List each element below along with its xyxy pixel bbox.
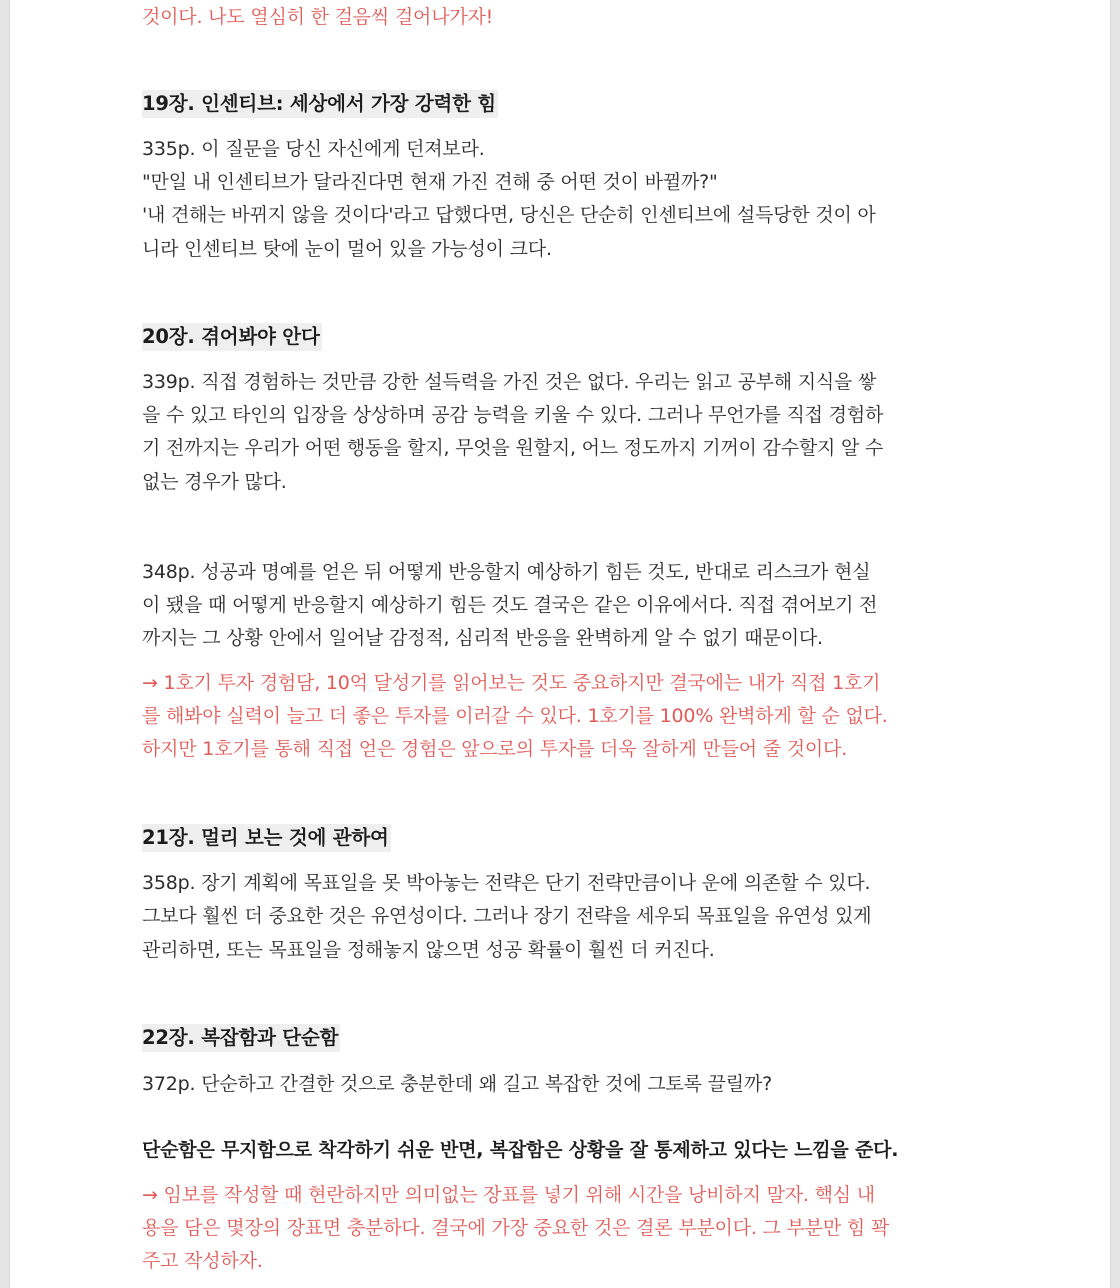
ch20-quote1-line: 기 전까지는 우리가 어떤 행동을 할지, 무엇을 원할지, 어느 정도까지 기꺼이 감수할지 알 수 — [142, 437, 884, 459]
ch22-note-line: → 임보를 작성할 때 현란하지만 의미없는 장표를 넣기 위해 시간을 낭비하지 말자. 핵심 내 — [142, 1184, 875, 1206]
ch20-quote1-line: 없는 경우가 많다. — [142, 471, 287, 493]
chapter-21-heading: 21장. 멀리 보는 것에 관하여 — [142, 827, 391, 849]
ch20-quote2-line: 이 됐을 때 어떻게 반응할지 예상하기 힘든 것도 결국은 같은 이유에서다. 직접 겪어보기 전 — [142, 594, 878, 616]
ch21-quote-line: 358p. 장기 계획에 목표일을 못 박아놓는 전략은 단기 전략만큼이나 운에 의존할 수 있다. — [142, 872, 871, 894]
chapter-19-heading: 19장. 인센티브: 세상에서 가장 강력한 힘 — [142, 93, 498, 115]
ch21-quote-line: 관리하면, 또는 목표일을 정해놓지 않으면 성공 확률이 훨씬 더 커진다. — [142, 939, 715, 961]
ch22-note-line: 용을 담은 몇장의 장표면 충분하다. 결국에 가장 중요한 것은 결론 부분이다. 그 부분만 힘 꽉 — [142, 1217, 889, 1239]
ch20-note-line: 하지만 1호기를 통해 직접 얻은 경험은 앞으로의 투자를 더욱 잘하게 만들어 줄 것이다. — [142, 738, 848, 760]
intro-note-line: 것이다. 나도 열심히 한 걸음씩 걸어나가자! — [142, 6, 494, 28]
ch22-note-line: 주고 작성하자. — [142, 1250, 263, 1272]
ch20-note-line: 를 해봐야 실력이 늘고 더 좋은 투자를 이러갈 수 있다. 1호기를 100% 완벽하게 할 순 없다. — [142, 705, 888, 727]
ch20-quote2-line: 까지는 그 상황 안에서 일어날 감정적, 심리적 반응을 완벽하게 알 수 없기 때문이다. — [142, 627, 823, 649]
ch22-quote-line: 372p. 단순하고 간결한 것으로 충분한데 왜 길고 복잡한 것에 그토록 끌릴까? — [142, 1073, 772, 1095]
ch20-quote2-line: 348p. 성공과 명예를 얻은 뒤 어떻게 반응할지 예상하기 힘든 것도, 반대로 리스크가 현실 — [142, 561, 871, 583]
ch19-quote-line: 니라 인센티브 탓에 눈이 멀어 있을 가능성이 크다. — [142, 238, 552, 260]
chapter-20-heading: 20장. 겪어봐야 안다 — [142, 326, 322, 348]
ch19-quote-line: "만일 내 인센티브가 달라진다면 현재 가진 견해 중 어떤 것이 바뀔까?" — [142, 171, 718, 193]
chapter-22-heading: 22장. 복잡함과 단순함 — [142, 1027, 340, 1049]
ch21-quote-line: 그보다 훨씬 더 중요한 것은 유연성이다. 그러나 장기 전략을 세우되 목표일을 유연성 있게 — [142, 905, 872, 927]
ch22-bold-quote: 단순함은 무지함으로 착각하기 쉬운 반면, 복잡함은 상황을 잘 통제하고 있다는 느낌을 준다. — [142, 1139, 899, 1161]
ch20-quote1-line: 을 수 있고 타인의 입장을 상상하며 공감 능력을 키울 수 있다. 그러나 무언가를 직접 경험하 — [142, 404, 884, 426]
page-edge-right — [1110, 0, 1120, 1288]
ch20-quote1-line: 339p. 직접 경험하는 것만큼 강한 설득력을 가진 것은 없다. 우리는 읽고 공부해 지식을 쌓 — [142, 371, 877, 393]
page-edge-left — [0, 0, 10, 1288]
ch19-quote-line: '내 견해는 바뀌지 않을 것이다'라고 답했다면, 당신은 단순히 인센티브에 설득당한 것이 아 — [142, 204, 876, 226]
ch19-quote-line: 335p. 이 질문을 당신 자신에게 던져보라. — [142, 138, 485, 160]
ch20-note-line: → 1호기 투자 경험담, 10억 달성기를 읽어보는 것도 중요하지만 결국에는 내가 직접 1호기 — [142, 672, 881, 694]
